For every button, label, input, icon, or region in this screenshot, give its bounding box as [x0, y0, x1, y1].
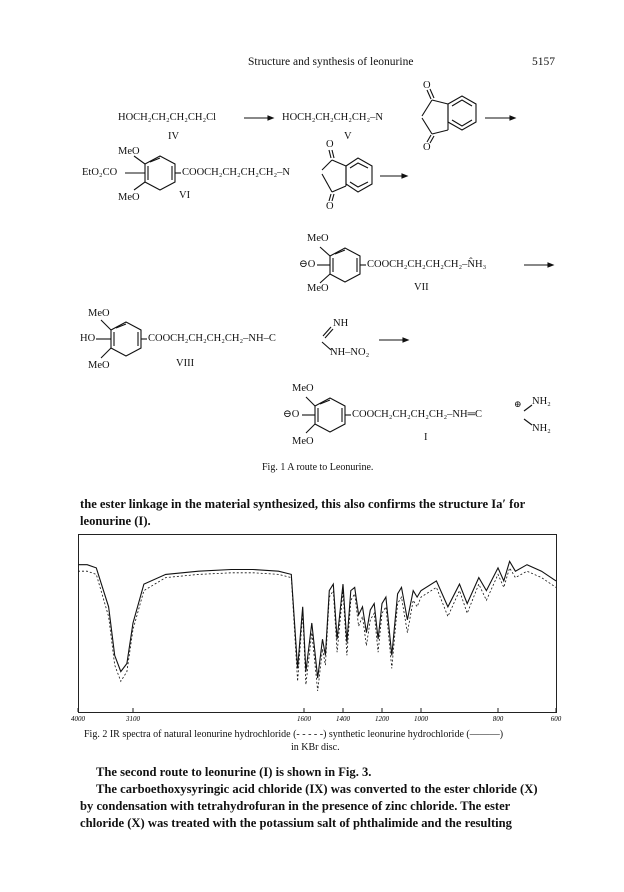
running-title: Structure and synthesis of leonurine: [248, 56, 414, 68]
compound-i-label: I: [424, 432, 428, 443]
x-tick-label: 1600: [297, 715, 311, 723]
synthetic-spectrum-line: [78, 561, 556, 678]
compound-iv-label: IV: [168, 131, 180, 142]
compound-v-label: V: [344, 131, 352, 142]
x-tick-label: 800: [492, 715, 504, 723]
arrow-head: [548, 263, 553, 267]
benzene-ring-vi: [125, 156, 181, 190]
phthalimide-ring-vi: [322, 150, 372, 201]
figure-2-caption-line2: in KBr disc.: [291, 742, 340, 753]
compound-viii-label: VIII: [176, 358, 195, 369]
ir-spectrum-chart: [71, 534, 562, 724]
paragraph-2-line-3: by condensation with tetrahydrofuran in the presence of zinc chloride. The ester: [80, 799, 511, 813]
compound-viii-lower-branch: NH–NO₂: [330, 347, 370, 358]
compound-i-upper-branch: NH₂: [532, 396, 551, 407]
compound-i-lower-branch: NH₂: [532, 423, 551, 434]
x-tick-label: 600: [550, 715, 562, 723]
compound-i-charge: ⊕: [514, 399, 522, 409]
compound-vii-bottom-substituent: MeO: [307, 283, 329, 294]
compound-viii-upper-branch: NH: [333, 318, 349, 329]
compound-i-bottom-substituent: MeO: [292, 436, 314, 447]
compound-vi-label: VI: [179, 190, 191, 201]
x-tick-label: 4000: [71, 715, 85, 723]
compound-i-chain: COOCH₂CH₂CH₂CH₂–NH═C: [352, 409, 483, 420]
compound-viii-top-substituent: MeO: [88, 308, 110, 319]
x-tick-label: 1200: [375, 715, 389, 723]
figure-1-caption: Fig. 1 A route to Leonurine.: [262, 462, 374, 473]
paragraph-1: the ester linkage in the material synthesized, this also confirms the structure Ia′ for leonurine (I).: [80, 497, 525, 528]
compound-iv-formula: HOCH₂CH₂CH₂CH₂Cl: [118, 112, 217, 123]
compound-vii-left-substituent: ⊖O: [299, 259, 316, 270]
benzene-ring-vii: [317, 247, 366, 283]
compound-vi-chain: COOCH₂CH₂CH₂CH₂–N: [182, 167, 290, 178]
compound-viii-bottom-substituent: MeO: [88, 360, 110, 371]
compound-vii-chain: COOCH₂CH₂CH₂CH₂–N̂H₃: [367, 259, 487, 270]
arrow-head: [402, 174, 407, 178]
x-tick-label: 1400: [336, 715, 350, 723]
phthalimide-ring-v: [422, 89, 476, 143]
compound-vi-bottom-substituent: MeO: [118, 192, 140, 203]
arrow-head: [268, 116, 273, 120]
compound-viii-chain: COOCH₂CH₂CH₂CH₂–NH–C: [148, 333, 276, 344]
x-tick-label: 3100: [126, 715, 140, 723]
compound-i-top-substituent: MeO: [292, 383, 314, 394]
compound-i-left-substituent: ⊖O: [283, 409, 300, 420]
paragraph-2-line-4: chloride (X) was treated with the potassium salt of phthalimide and the resulting: [80, 816, 512, 830]
carbonyl-oxygen: O: [326, 201, 334, 212]
figure-2-caption-line1: Fig. 2 IR spectra of natural leonurine hydrochloride (- - - - -) synthetic leonurine hydrochloride (———): [84, 729, 504, 740]
carbonyl-oxygen: O: [326, 139, 334, 150]
compound-v-chain: HOCH₂CH₂CH₂CH₂–N: [282, 112, 383, 123]
paragraph-2-line-1: The second route to leonurine (I) is shown in Fig. 3.: [96, 765, 372, 779]
compound-vi-top-substituent: MeO: [118, 146, 140, 157]
page-number: 5157: [532, 56, 555, 68]
carbonyl-oxygen: O: [423, 80, 431, 91]
arrow-head: [510, 116, 515, 120]
arrow-head: [403, 338, 408, 342]
compound-vii-label: VII: [414, 282, 429, 293]
compound-vi-left-substituent: EtO₂CO: [82, 167, 118, 178]
carbonyl-oxygen: O: [423, 142, 431, 153]
compound-vii-top-substituent: MeO: [307, 233, 329, 244]
x-tick-label: 1000: [414, 715, 428, 723]
compound-viii-left-substituent: HO: [80, 333, 96, 344]
paragraph-2-line-2: The carboethoxysyringic acid chloride (IX) was converted to the ester chloride (X): [96, 782, 538, 796]
